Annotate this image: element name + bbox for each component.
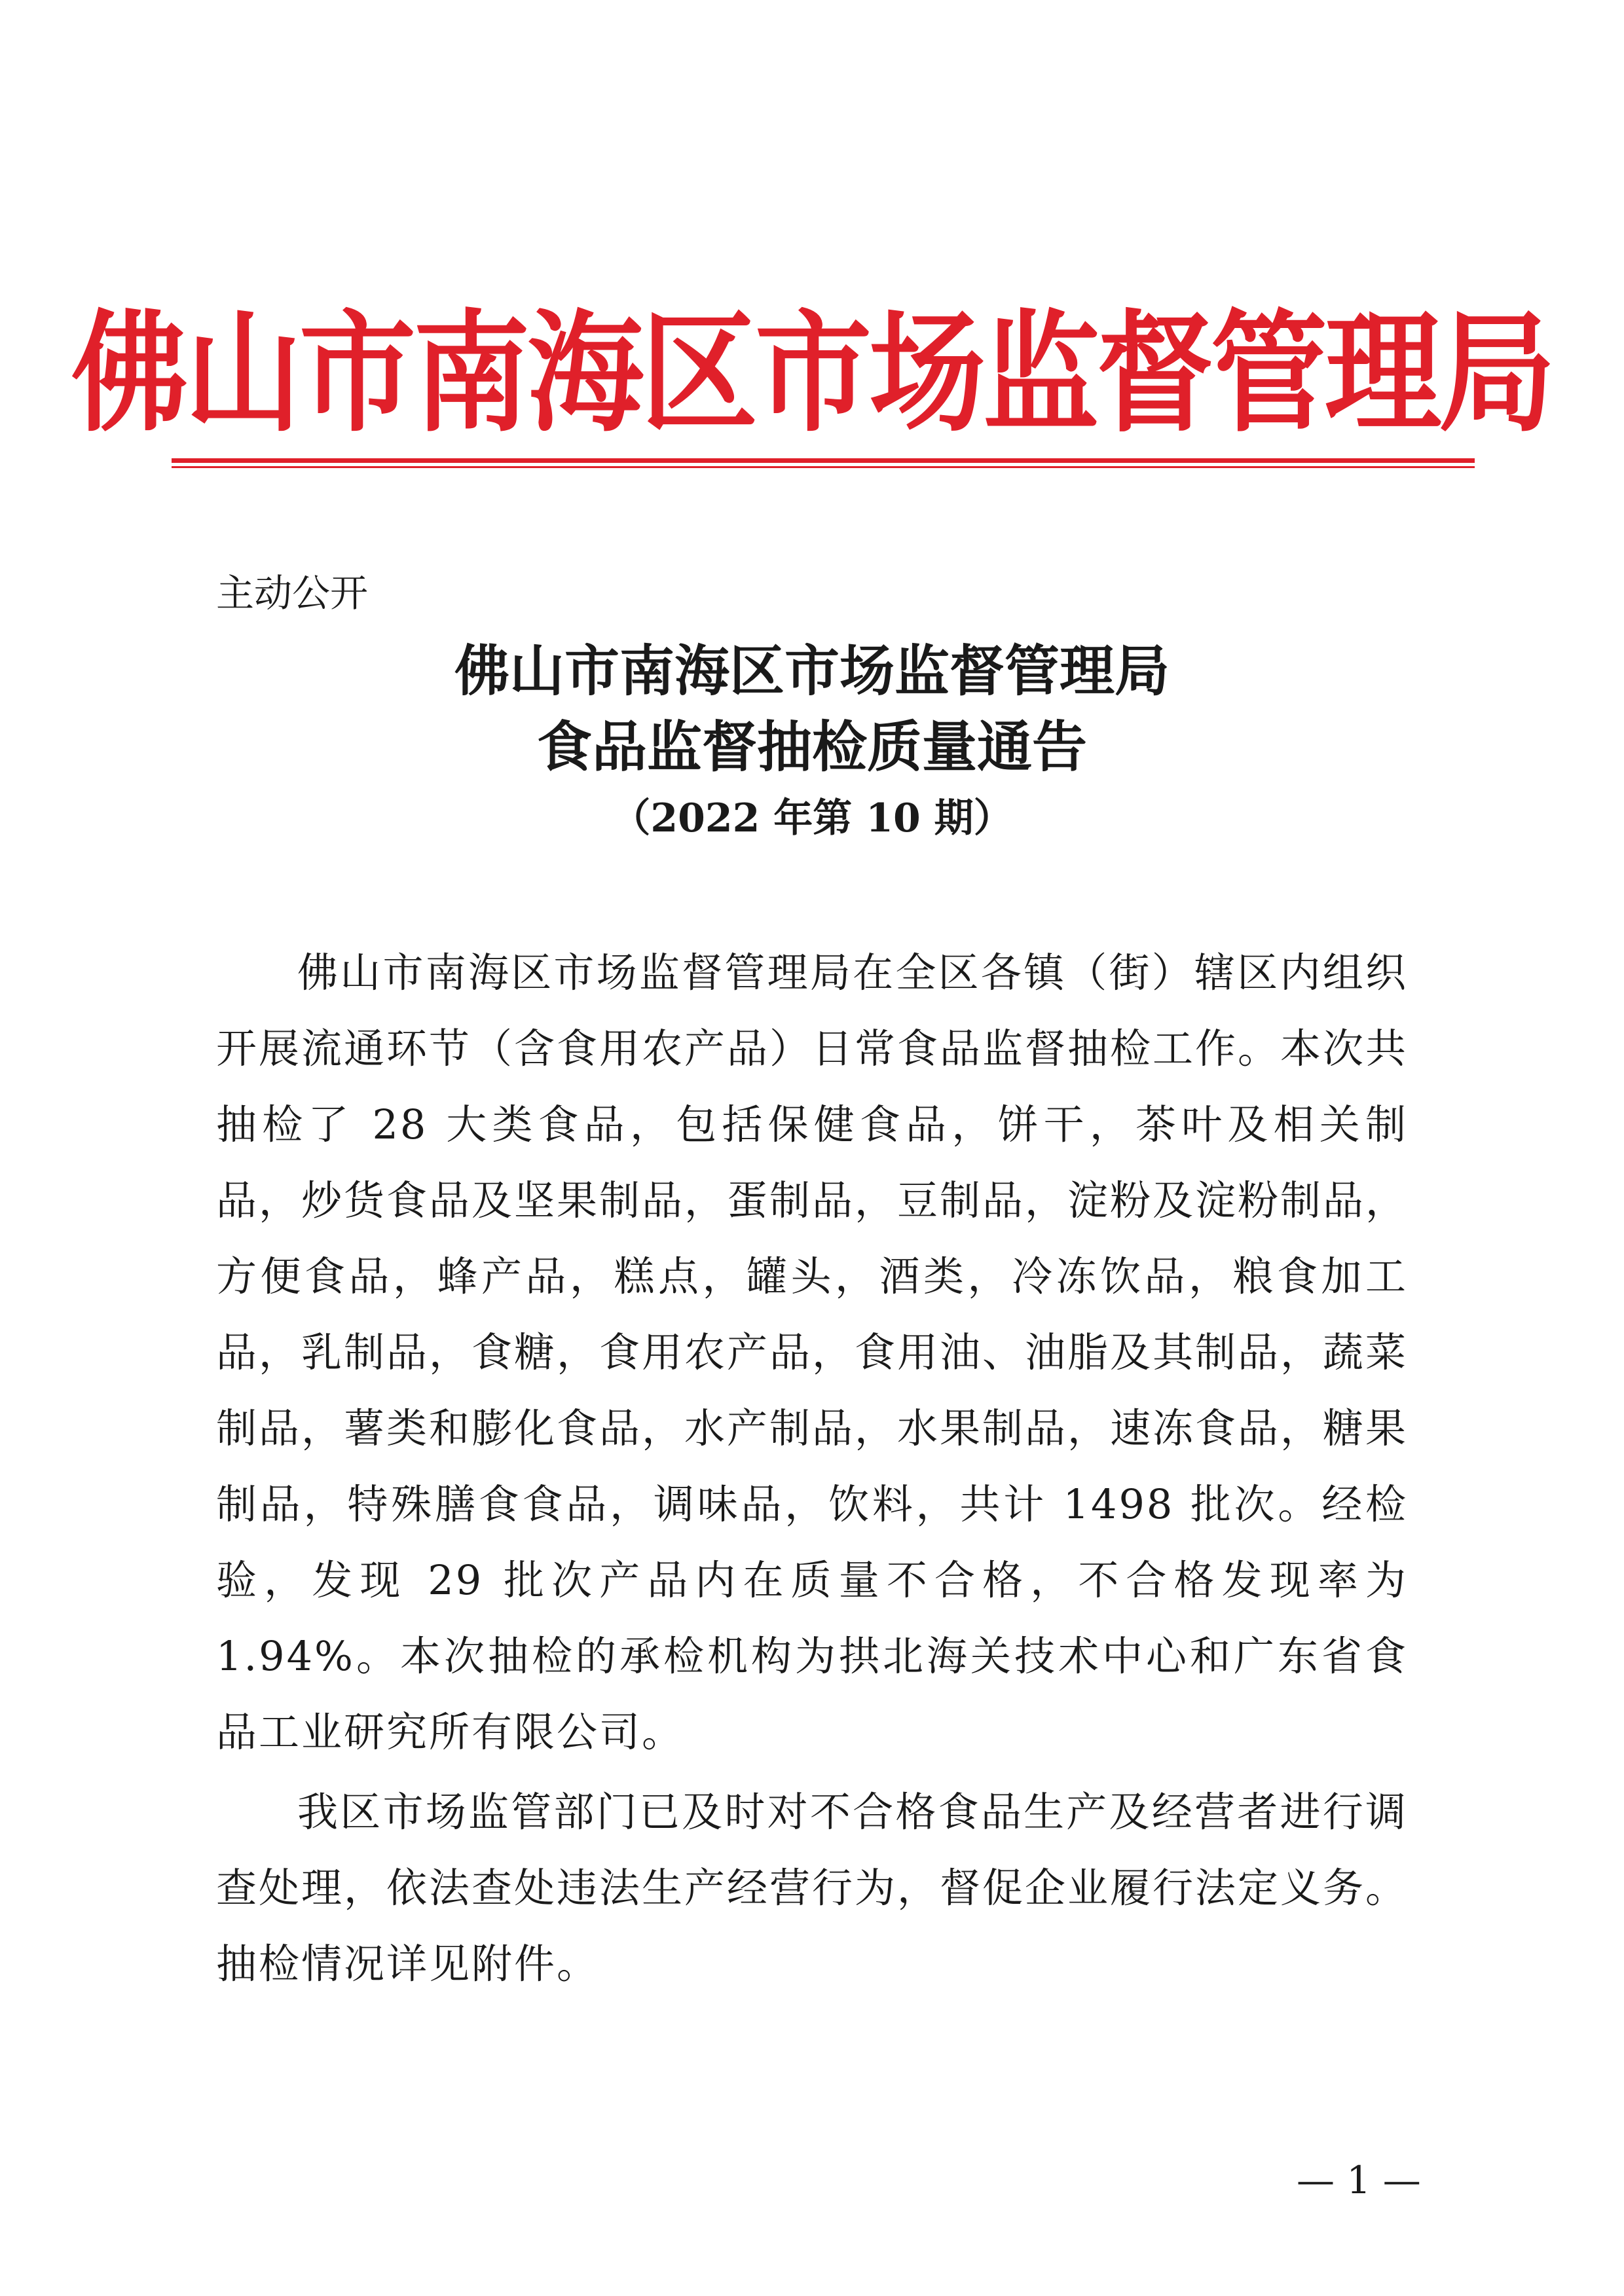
- body-paragraph-1: 佛山市南海区市场监督管理局在全区各镇（街）辖区内组织开展流通环节（含食用农产品）日常食品监督抽检工作。本次共抽检了 28 大类食品，包括保健食品，饼干，茶叶及相关制品，炒货食品及坚果制品，蛋制品，豆制品，淀粉及淀粉制品，方便食品，蜂产品，糕点，罐头，酒类，冷冻饮品，粮食加工品，乳制品，食糖，食用农产品，食用油、油脂及其制品，蔬菜制品，薯类和膨化食品，水产制品，水果制品，速冻食品，糖果制品，特殊膳食食品，调味品，饮料，共计 1498 批次。经检验，发现 29 批次产品内在质量不合格，不合格发现率为 1.94%。本次抽检的承检机构为拱北海关技术中心和广东省食品工业研究所有限公司。: [216, 949, 1409, 1756]
- issue-number: （2022 年第 10 期）: [611, 795, 1013, 841]
- agency-masthead: 佛山市南海区市场监督管理局: [71, 296, 1553, 450]
- disclosure-label: 主动公开: [216, 571, 369, 615]
- page-number: — 1 —: [1297, 2158, 1421, 2202]
- notice-title-line1: 佛山市南海区市场监督管理局: [454, 638, 1170, 703]
- masthead-rule-thin: [172, 466, 1475, 468]
- masthead-rule-thick: [172, 458, 1475, 463]
- notice-title-line2: 食品监督抽检质量通告: [536, 714, 1087, 779]
- body-paragraph-2: 我区市场监管部门已及时对不合格食品生产及经营者进行调查处理，依法查处违法生产经营行为，督促企业履行法定义务。抽检情况详见附件。: [216, 1788, 1409, 1988]
